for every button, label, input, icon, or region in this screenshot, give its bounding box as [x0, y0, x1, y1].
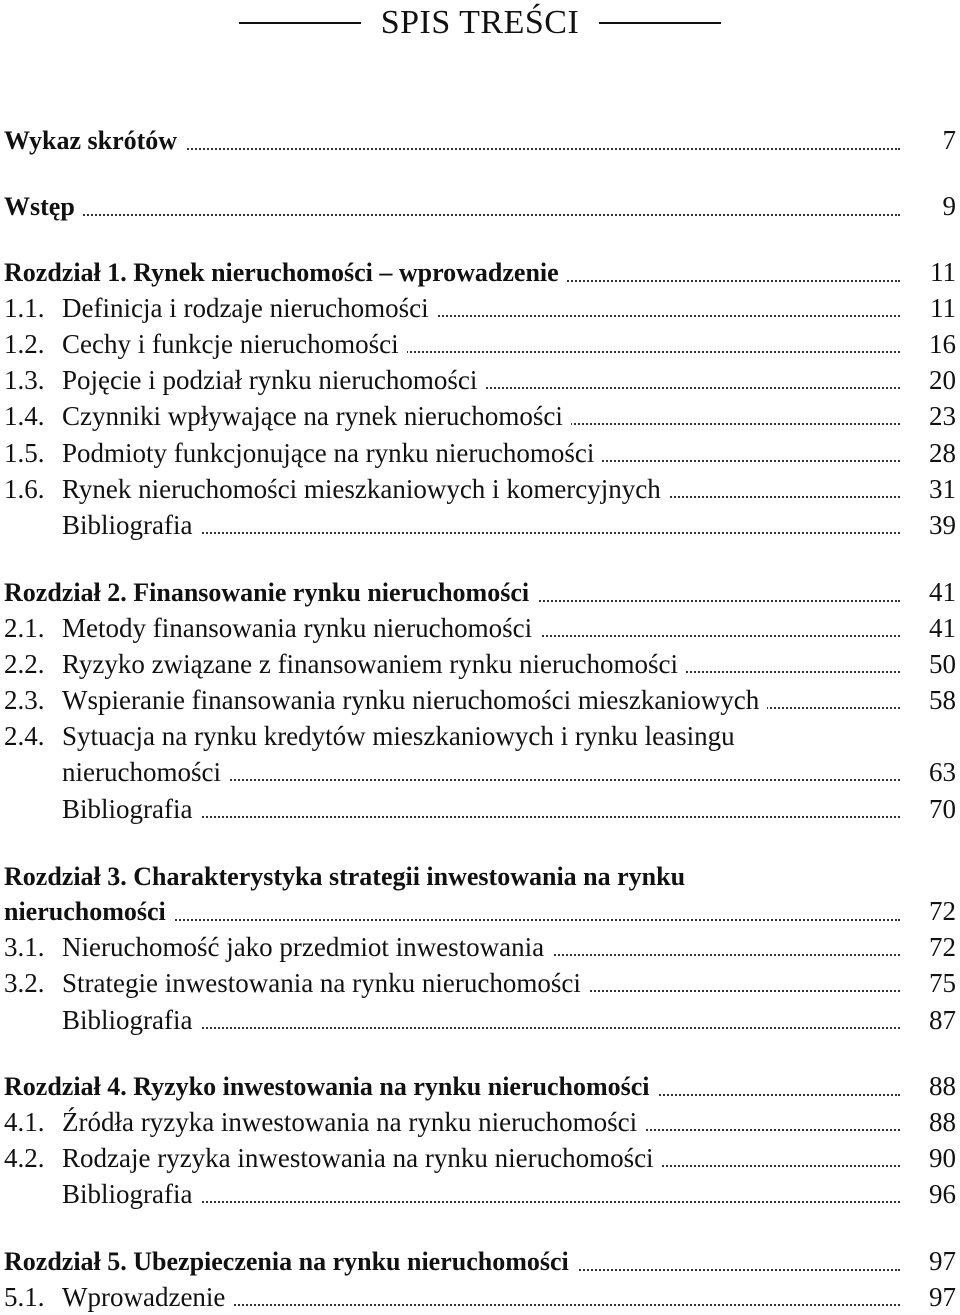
toc-entry-number: 1.3. — [4, 365, 45, 395]
toc-entry[interactable] — [0, 471, 960, 507]
toc-entry-number: 2.3. — [4, 685, 45, 715]
toc-entry[interactable] — [0, 326, 960, 362]
toc-entry[interactable] — [0, 574, 960, 610]
toc-entry-title: Sytuacja na rynku kredytów mieszkaniowych i rynku leasingu — [62, 721, 743, 751]
toc-entry-page: 90 — [929, 1143, 956, 1173]
toc-entry[interactable] — [0, 254, 960, 290]
toc-entry-title: Wykaz skrótów — [4, 126, 185, 155]
toc-entry-title: Bibliografia — [62, 1005, 200, 1035]
toc-entry-page: 96 — [929, 1179, 956, 1209]
toc-entry-page: 11 — [930, 257, 956, 287]
toc-entry-page: 39 — [929, 510, 956, 540]
toc-entry-title: Rynek nieruchomości mieszkaniowych i komercyjnych — [62, 474, 669, 504]
toc-entry-page: 97 — [929, 1282, 956, 1312]
toc-entry[interactable] — [0, 398, 960, 434]
toc-entry-title: Bibliografia — [62, 794, 200, 824]
toc-entry[interactable] — [0, 682, 960, 718]
toc-entry[interactable] — [0, 1176, 960, 1212]
toc-entry-page: 97 — [929, 1246, 956, 1276]
toc-entry[interactable] — [0, 791, 960, 827]
toc-entry[interactable] — [0, 1140, 960, 1176]
toc-entry-number: 1.4. — [4, 401, 45, 431]
toc-entry-title: Rozdział 2. Finansowanie rynku nieruchomości — [4, 578, 537, 607]
toc-header — [0, 0, 960, 46]
toc-entry[interactable] — [0, 754, 960, 790]
toc-entry-page: 28 — [929, 438, 956, 468]
toc-entry-page: 87 — [929, 1005, 956, 1035]
toc-entry-page: 11 — [930, 293, 956, 323]
toc-entry-title: Definicja i rodzaje nieruchomości — [62, 293, 437, 323]
toc-entry-title: nieruchomości — [62, 757, 229, 787]
toc-entry-title: Rozdział 5. Ubezpieczenia na rynku nieruchomości — [4, 1247, 577, 1276]
toc-entry[interactable] — [0, 188, 960, 224]
toc-entry-number: 2.1. — [4, 613, 45, 643]
toc-entry-title: nieruchomości — [4, 897, 174, 926]
toc-entry[interactable] — [0, 610, 960, 646]
toc-entry-page: 23 — [929, 401, 956, 431]
toc-entry-title: Metody finansowania rynku nieruchomości — [62, 613, 540, 643]
toc-entry-page: 58 — [929, 685, 956, 715]
toc-entry-page: 50 — [929, 649, 956, 679]
toc-entry-page: 75 — [929, 968, 956, 998]
toc-entry[interactable] — [0, 929, 960, 965]
toc-entry-title: Bibliografia — [62, 510, 200, 540]
toc-entry[interactable] — [0, 965, 960, 1001]
toc-entry-title: Rozdział 3. Charakterystyka strategii inwestowania na rynku — [4, 862, 693, 891]
toc-entry-number: 2.2. — [4, 649, 45, 679]
toc-entry-title: Rozdział 1. Rynek nieruchomości – wprowadzenie — [4, 258, 567, 287]
toc-entry[interactable] — [0, 646, 960, 682]
toc-entry[interactable] — [0, 718, 960, 754]
toc-entry-page: 72 — [929, 896, 956, 926]
toc-entry-number: 3.1. — [4, 932, 45, 962]
toc-entry[interactable] — [0, 893, 960, 929]
toc-entry[interactable] — [0, 1002, 960, 1038]
toc-entry-page: 16 — [929, 329, 956, 359]
toc-entry-page: 88 — [929, 1071, 956, 1101]
toc-entry[interactable] — [0, 362, 960, 398]
toc-entry-page: 20 — [929, 365, 956, 395]
toc-entry[interactable] — [0, 858, 960, 894]
toc-entry-title: Podmioty funkcjonujące na rynku nieruchomości — [62, 438, 602, 468]
toc-entry-title: Bibliografia — [62, 1179, 200, 1209]
toc-entry-title: Rozdział 4. Ryzyko inwestowania na rynku nieruchomości — [4, 1072, 658, 1101]
toc-entry-page: 41 — [929, 613, 956, 643]
toc-entry-page: 7 — [942, 125, 956, 155]
toc-entry-title: Wspieranie finansowania rynku nieruchomości mieszkaniowych — [62, 685, 767, 715]
toc-entry-page: 70 — [929, 794, 956, 824]
toc-entry-number: 2.4. — [4, 721, 45, 751]
toc-entry-title: Pojęcie i podział rynku nieruchomości — [62, 365, 485, 395]
toc-entry-number: 1.2. — [4, 329, 45, 359]
dot-leader — [4, 214, 900, 216]
toc-entry-title: Cechy i funkcje nieruchomości — [62, 329, 407, 359]
toc-entry-title: Ryzyko związane z finansowaniem rynku nieruchomości — [62, 649, 686, 679]
toc-entry-title: Rodzaje ryzyka inwestowania na rynku nieruchomości — [62, 1143, 662, 1173]
toc-entry-title: Źródła ryzyka inwestowania na rynku nieruchomości — [62, 1107, 645, 1137]
toc-entry-title: Nieruchomość jako przedmiot inwestowania — [62, 932, 552, 962]
toc-entry[interactable] — [0, 1104, 960, 1140]
toc-entry-page: 72 — [929, 932, 956, 962]
toc-entry-number: 3.2. — [4, 968, 45, 998]
toc-entry-page: 88 — [929, 1107, 956, 1137]
toc-entry-title: Strategie inwestowania na rynku nieruchomości — [62, 968, 589, 998]
toc-entry-page: 63 — [929, 757, 956, 787]
toc-entry-page: 31 — [929, 474, 956, 504]
page-title: SPIS TREŚCI — [380, 4, 580, 41]
toc-entry[interactable] — [0, 1068, 960, 1104]
header-rule-left — [239, 22, 361, 24]
toc-entry-title: Czynniki wpływające na rynek nieruchomości — [62, 401, 571, 431]
toc-entry-number: 4.1. — [4, 1107, 45, 1137]
toc-entry[interactable] — [0, 507, 960, 543]
toc-entry-number: 5.1. — [4, 1282, 45, 1312]
toc-entry-number: 1.6. — [4, 474, 45, 504]
toc-entry-number: 4.2. — [4, 1143, 45, 1173]
toc-entry[interactable] — [0, 1243, 960, 1279]
toc-entry-page: 41 — [929, 577, 956, 607]
toc-entry-number: 1.1. — [4, 293, 45, 323]
toc-entry-title: Wstęp — [4, 192, 83, 221]
toc-entry-title: Wprowadzenie — [62, 1282, 233, 1312]
header-rule-right — [599, 22, 721, 24]
toc-entry[interactable] — [0, 122, 960, 158]
toc-entry[interactable] — [0, 435, 960, 471]
toc-entry-number: 1.5. — [4, 438, 45, 468]
toc-entry[interactable] — [0, 290, 960, 326]
toc-entry[interactable] — [0, 1279, 960, 1315]
toc-entry-page: 9 — [942, 191, 956, 221]
